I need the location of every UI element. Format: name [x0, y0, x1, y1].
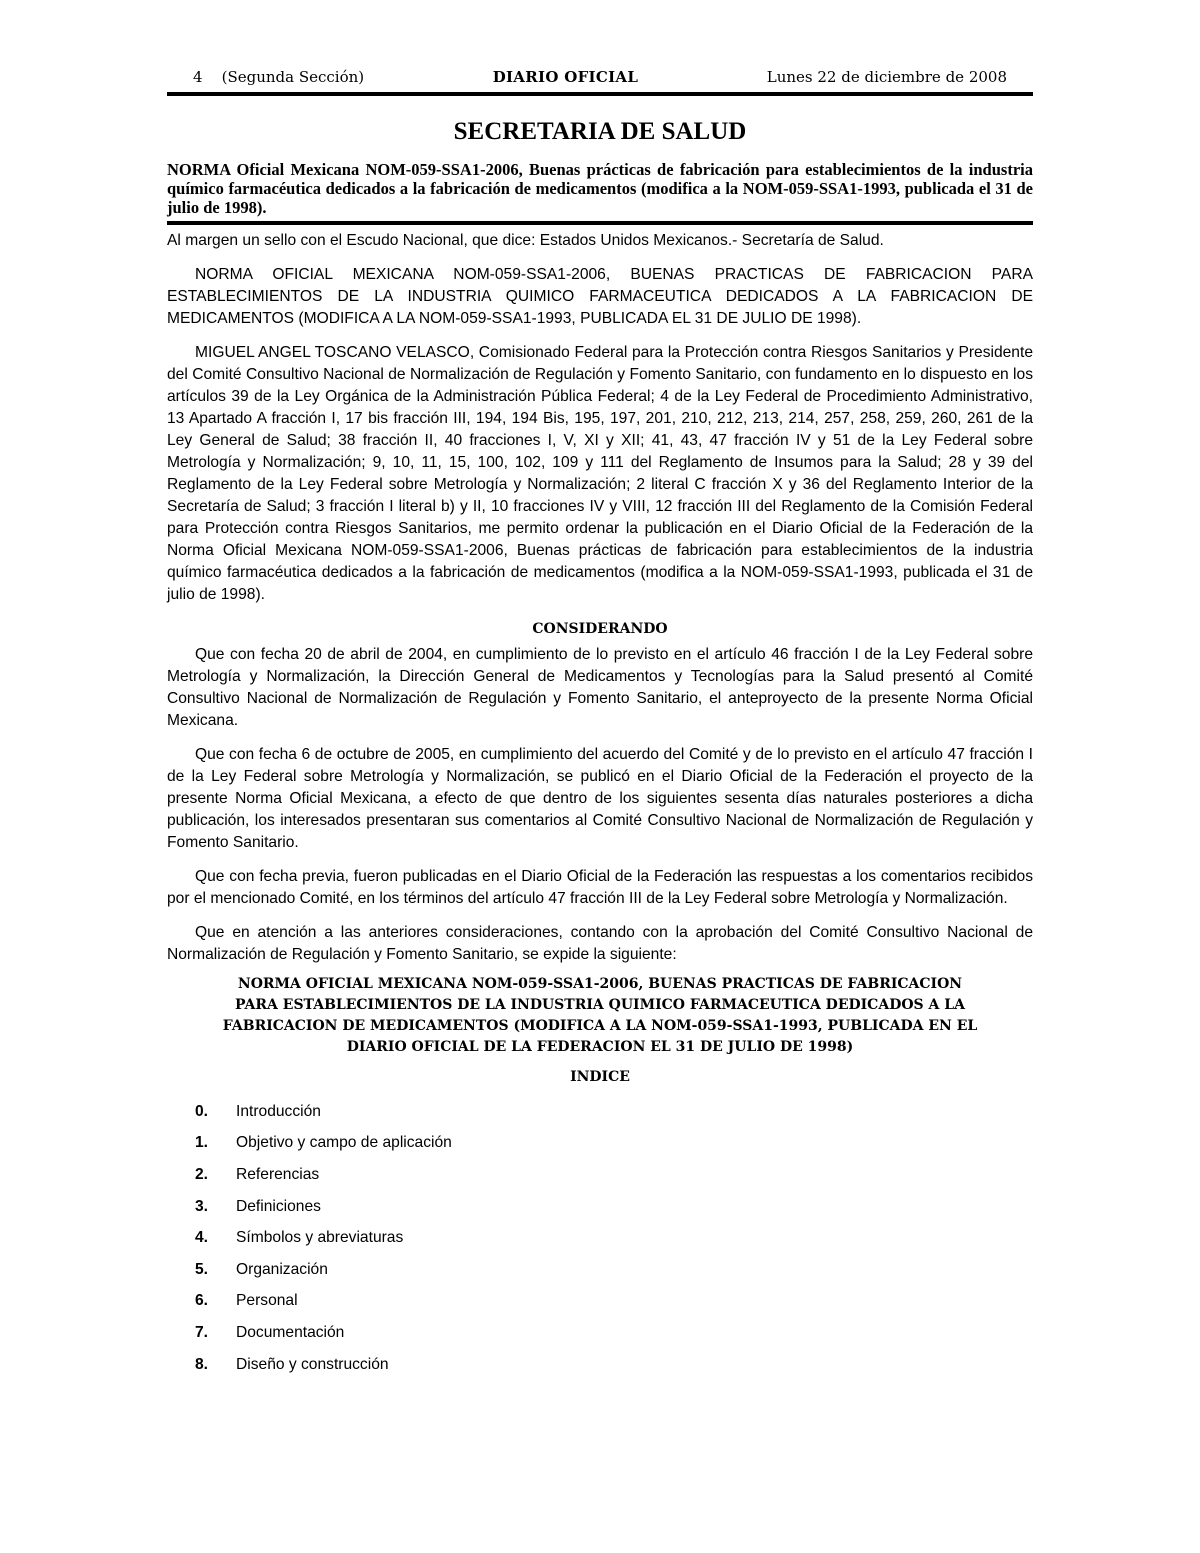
section-title: SECRETARIA DE SALUD — [453, 118, 747, 145]
document-body — [167, 230, 1033, 966]
decree-title: NORMA Oficial Mexicana NOM-059-SSA1-2006, Buenas prácticas de fabricación para establecimientos de la industria químico farmacéutica dedicados a la fabricación de medicamentos (modifica a la NOM-059-SSA1-1993, publicada el 31 de julio de 1998). — [167, 160, 1033, 217]
index-title: INDICE — [570, 1069, 630, 1085]
index-label: Objetivo y campo de aplicación — [236, 1134, 452, 1152]
considerando-paragraph-2: Que con fecha 6 de octubre de 2005, en cumplimiento del acuerdo del Comité y de lo previsto en el artículo 47 fracción I de la Ley Federal sobre Metrología y Normalización, se publicó en el Diario Oficial de la Federación el proyecto de la presente Norma Oficial Mexicana, a efecto de que dentro de los siguientes sesenta días naturales posteriores a dicha publicación, los interesados presentaran sus comentarios al Comité Consultivo Nacional de Normalización de Regulación y Fomento Sanitario. — [167, 746, 1033, 851]
index-number: 4. — [195, 1229, 209, 1247]
document-page — [167, 68, 1033, 1380]
index-number: 0. — [195, 1102, 209, 1120]
index-label: Definiciones — [236, 1197, 321, 1215]
index-number: 6. — [195, 1292, 209, 1310]
index-number: 5. — [195, 1260, 209, 1278]
index-item — [195, 1159, 1033, 1191]
index-item — [195, 1349, 1033, 1381]
index-label: Símbolos y abreviaturas — [236, 1229, 404, 1247]
index-number: 7. — [195, 1323, 209, 1341]
index-item — [195, 1096, 1033, 1128]
page-header — [167, 68, 1033, 90]
norm-heading-line: DIARIO OFICIAL DE LA FEDERACION EL 31 DE JULIO DE 1998) — [346, 1039, 854, 1055]
norm-heading-line: NORMA OFICIAL MEXICANA NOM-059-SSA1-2006, BUENAS PRACTICAS DE FABRICACION — [237, 976, 963, 992]
index-item — [195, 1191, 1033, 1223]
index-label: Introducción — [236, 1102, 321, 1120]
header-rule — [167, 92, 1033, 96]
index-label: Organización — [236, 1260, 328, 1278]
considerando-paragraph-3: Que con fecha previa, fueron publicadas en el Diario Oficial de la Federación las respuestas a los comentarios recibidos por el mencionado Comité, en los términos del artículo 47 fracción III de la Ley Federal sobre Metrología y Normalización. — [167, 868, 1033, 907]
title-rule — [167, 221, 1033, 225]
index-label: Documentación — [236, 1323, 345, 1341]
commissioner-paragraph: MIGUEL ANGEL TOSCANO VELASCO, Comisionado Federal para la Protección contra Riesgos Sanitarios y Presidente del Comité Consultivo Nacional de Normalización de Regulación y Fomento Sanitario, con fundamento en lo dispuesto en los artículos 39 de la Ley Orgánica de la Administración Pública Federal; 4 de la Ley Federal de Procedimiento Administrativo, 13 Apartado A fracción I, 17 bis fracción III, 194, 194 Bis, 195, 197, 201, 210, 212, 213, 214, 257, 258, 259, 260, 261 de la Ley General de Salud; 38 fracción II, 40 fracciones I, V, XI y XII; 41, 43, 47 fracción IV y 51 de la Ley Federal sobre Metrología y Normalización; 9, 10, 11, 15, 100, 102, 109 y 111 del Reglamento de Insumos para la Salud; 28 y 39 del Reglamento de la Ley Federal sobre Metrología y Normalización; 2 literal C fracción X y 36 del Reglamento Interior de la Secretaría de Salud; 3 fracción I literal b) y II, 10 fracciones IV y VIII, 12 fracción III del Reglamento de la Comisión Federal para Protección contra Riesgos Sanitarios, me permito ordenar la publicación en el Diario Oficial de la Federación de la Norma Oficial Mexicana NOM-059-SSA1-2006, Buenas prácticas de fabricación para establecimientos de la industria químico farmacéutica dedicados a la fabricación de medicamentos (modifica a la NOM-059-SSA1-1993, publicada el 31 de julio de 1998). — [167, 344, 1033, 603]
index-item — [195, 1254, 1033, 1286]
index-number: 8. — [195, 1355, 209, 1373]
header-right: Lunes 22 de diciembre de 2008 — [766, 68, 1007, 86]
index-number: 3. — [195, 1197, 209, 1215]
index-number: 1. — [195, 1134, 209, 1152]
header-left: 4 (Segunda Sección) — [193, 68, 365, 86]
seal-paragraph: Al margen un sello con el Escudo Nacional, que dice: Estados Unidos Mexicanos.- Secretaría de Salud. — [167, 232, 884, 249]
norm-caps-paragraph: NORMA OFICIAL MEXICANA NOM-059-SSA1-2006, BUENAS PRACTICAS DE FABRICACION PARA ESTABLECIMIENTOS DE LA INDUSTRIA QUIMICO FARMACEUTICA DEDICADOS A LA FABRICACION DE MEDICAMENTOS (MODIFICA A LA NOM-059-SSA1-1993, PUBLICADA EL 31 DE JULIO DE 1998). — [167, 266, 1033, 327]
index-item — [195, 1128, 1033, 1160]
norm-heading-line: FABRICACION DE MEDICAMENTOS (MODIFICA A LA NOM-059-SSA1-1993, PUBLICADA EN EL — [222, 1018, 978, 1034]
norm-heading-line: PARA ESTABLECIMIENTOS DE LA INDUSTRIA QUIMICO FARMACEUTICA DEDICADOS A LA — [235, 997, 965, 1013]
norm-heading — [167, 974, 1033, 1058]
index-item — [195, 1286, 1033, 1318]
considerando-heading: CONSIDERANDO — [532, 621, 668, 637]
index-label: Diseño y construcción — [236, 1355, 389, 1373]
index-item — [195, 1222, 1033, 1254]
considerando-paragraph-4: Que en atención a las anteriores consideraciones, contando con la aprobación del Comité Consultivo Nacional de Normalización de Regulación y Fomento Sanitario, se expide la siguiente: — [167, 924, 1033, 963]
considerando-paragraph-1: Que con fecha 20 de abril de 2004, en cumplimiento de lo previsto en el artículo 46 fracción I de la Ley Federal sobre Metrología y Normalización, la Dirección General de Medicamentos y Tecnologías para la Salud presentó al Comité Consultivo Nacional de Normalización de Regulación y Fomento Sanitario, el anteproyecto de la presente Norma Oficial Mexicana. — [167, 646, 1033, 729]
index-item — [195, 1317, 1033, 1349]
index-list — [195, 1096, 1033, 1380]
index-label: Personal — [236, 1292, 298, 1310]
header-center: DIARIO OFICIAL — [492, 68, 639, 86]
index-label: Referencias — [236, 1165, 320, 1183]
index-number: 2. — [195, 1165, 209, 1183]
